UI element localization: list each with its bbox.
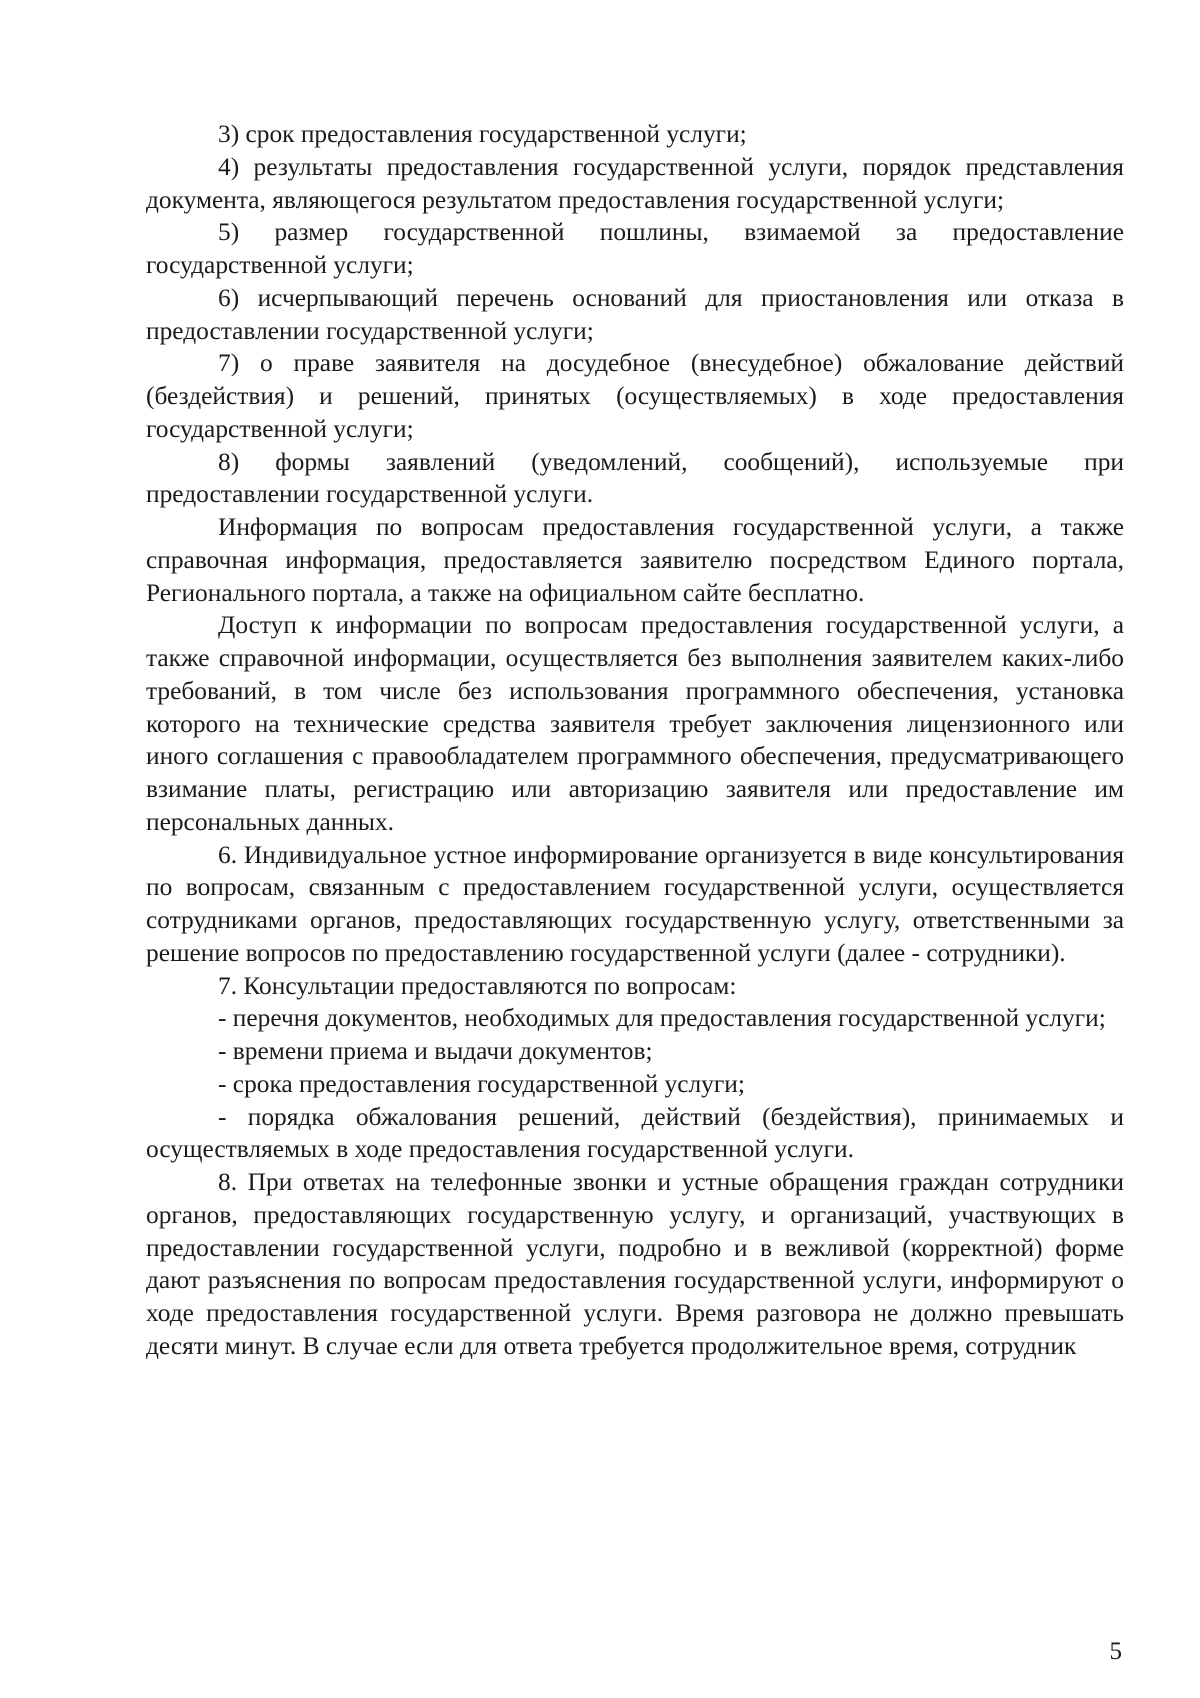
paragraph-item-8: 8) формы заявлений (уведомлений, сообщений), используемые при предоставлении государственной услуги. <box>146 447 1124 509</box>
paragraph-item-6: 6) исчерпывающий перечень оснований для приостановления или отказа в предоставлении государственной услуги; <box>146 283 1124 345</box>
list-item-documents: - перечня документов, необходимых для предоставления государственной услуги; <box>218 1004 1106 1033</box>
paragraph-section-6: 6. Индивидуальное устное информирование организуется в виде консультирования по вопросам, связанным с предоставлением государственной услуги, осуществляется сотрудниками органов, предоставляющих государственную услугу, ответственными за решение вопросов по предоставлению государственной услуги (далее - сотрудники). <box>146 840 1124 967</box>
body-text <box>146 118 1124 1363</box>
paragraph-item-3: 3) срок предоставления государственной услуги; <box>218 120 747 148</box>
paragraph-section-8: 8. При ответах на телефонные звонки и устные обращения граждан сотрудники органов, предоставляющих государственную услугу, и организаций, участвующих в предоставлении государственной услуги, подробно и в вежливой (корректной) форме дают разъяснения по вопросам предоставления государственной услуги, информируют о ходе предоставления государственной услуги. Время разговора не должно превышать десяти минут. В случае если для ответа требуется продолжительное время, сотрудник <box>146 1168 1124 1360</box>
list-item-appeal-procedure: - порядка обжалования решений, действий (бездействия), принимаемых и осуществляемых в ходе предоставления государственной услуги. <box>146 1102 1124 1164</box>
list-item-reception-time: - времени приема и выдачи документов; <box>218 1037 653 1065</box>
paragraph-item-5: 5) размер государственной пошлины, взимаемой за предоставление государственной услуги; <box>146 218 1124 279</box>
paragraph-item-7: 7) о праве заявителя на досудебное (внесудебное) обжалование действий (бездействия) и решений, принятых (осуществляемых) в ходе предоставления государственной услуги; <box>146 349 1124 443</box>
page-number: 5 <box>1109 1638 1122 1665</box>
paragraph-item-4: 4) результаты предоставления государственной услуги, порядок представления документа, являющегося результатом предоставления государственной услуги; <box>146 152 1124 214</box>
paragraph-section-7: 7. Консультации предоставляются по вопросам: <box>218 971 737 1000</box>
paragraph-access: Доступ к информации по вопросам предоставления государственной услуги, а также справочной информации, осуществляется без выполнения заявителем каких-либо требований, в том числе без использования программного обеспечения, установка которого на технические средства заявителя требует заключения лицензионного или иного соглашения с правообладателем программного обеспечения, предусматривающего взимание платы, регистрацию или авторизацию заявителя или предоставление им персональных данных. <box>146 611 1124 836</box>
list-item-service-term: - срока предоставления государственной услуги; <box>218 1069 745 1098</box>
paragraph-information: Информация по вопросам предоставления государственной услуги, а также справочная информация, предоставляется заявителю посредством Единого портала, Регионального портала, а также на официальном сайте бесплатно. <box>146 513 1124 607</box>
